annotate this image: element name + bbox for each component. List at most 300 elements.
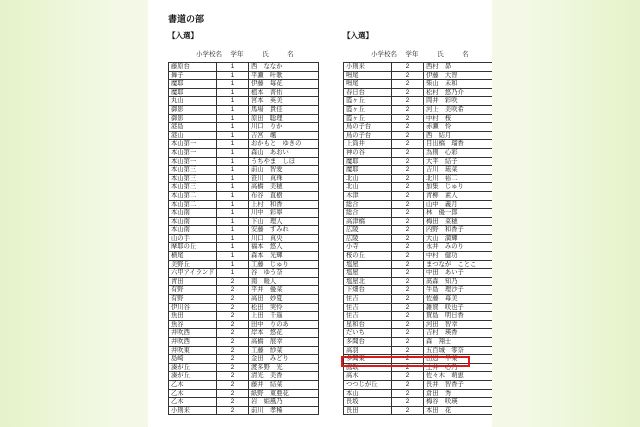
school-cell: 本山南 bbox=[169, 226, 217, 235]
name-cell: 植本 菁佑 bbox=[249, 88, 319, 97]
school-cell: 高津橋 bbox=[344, 217, 392, 226]
grade-cell: 2 bbox=[392, 71, 424, 80]
grade-cell: 2 bbox=[392, 174, 424, 183]
grade-cell: 2 bbox=[217, 295, 249, 304]
school-cell: 本山第一 bbox=[169, 140, 217, 149]
grade-cell: 2 bbox=[392, 286, 424, 295]
school-cell: 高羽 bbox=[344, 346, 392, 355]
school-cell: 舞子 bbox=[169, 71, 217, 80]
school-cell: 住吉 bbox=[344, 303, 392, 312]
school-cell: 多聞台 bbox=[344, 338, 392, 347]
grade-cell: 2 bbox=[392, 363, 424, 372]
table-row bbox=[169, 295, 319, 304]
school-cell: 総合 bbox=[344, 209, 392, 218]
grade-cell: 2 bbox=[217, 303, 249, 312]
table-row bbox=[344, 183, 493, 192]
name-cell: 谷 ゆう奈 bbox=[249, 269, 319, 278]
name-cell: おかもと ゆきの bbox=[249, 140, 319, 149]
table-row bbox=[344, 209, 493, 218]
name-cell: 山中 義月 bbox=[424, 200, 493, 209]
name-cell: 加集 じゅり bbox=[424, 183, 493, 192]
school-cell: 長田 bbox=[344, 406, 392, 415]
school-cell: 有野 bbox=[169, 295, 217, 304]
table-row bbox=[344, 114, 493, 123]
grade-cell: 1 bbox=[217, 88, 249, 97]
school-cell: 摩耶の丘 bbox=[169, 243, 217, 252]
table-row bbox=[344, 157, 493, 166]
name-cell: 内野 和香子 bbox=[424, 226, 493, 235]
school-cell: 鳴尾 bbox=[344, 71, 392, 80]
header-name: 氏 名 bbox=[262, 51, 300, 58]
school-cell: 横尾 bbox=[169, 252, 217, 261]
table-row bbox=[344, 303, 493, 312]
school-cell: 乙木 bbox=[169, 380, 217, 389]
table-row bbox=[344, 88, 493, 97]
table-row bbox=[344, 338, 493, 347]
school-cell: 乙木 bbox=[169, 398, 217, 407]
grade-cell: 2 bbox=[392, 97, 424, 106]
name-cell: 渡多野 光 bbox=[249, 363, 319, 372]
name-cell: 宮本 英美 bbox=[249, 97, 319, 106]
school-cell: 小則来 bbox=[169, 406, 217, 415]
school-cell: 霞ヶ丘 bbox=[344, 97, 392, 106]
school-cell: 魔耶 bbox=[344, 166, 392, 175]
name-cell: 工藤 じゅり bbox=[249, 260, 319, 269]
school-cell: 湊が丘 bbox=[169, 363, 217, 372]
grade-cell: 1 bbox=[217, 157, 249, 166]
name-cell: 梅谷 咲瑛 bbox=[424, 398, 493, 407]
section-label-left: 【入選】 bbox=[168, 31, 198, 40]
name-cell: 岩 姫風乃 bbox=[249, 398, 319, 407]
grade-cell: 2 bbox=[217, 389, 249, 398]
name-cell: 藤井 結菜 bbox=[249, 380, 319, 389]
table-row bbox=[169, 380, 319, 389]
school-cell: 霞ヶ丘 bbox=[344, 105, 392, 114]
grade-cell: 1 bbox=[217, 97, 249, 106]
name-cell: 松田 実怜 bbox=[249, 303, 319, 312]
name-cell: 笹川 真珠 bbox=[249, 174, 319, 183]
school-cell: 魔耶 bbox=[344, 157, 392, 166]
table-row bbox=[169, 131, 319, 140]
school-cell: だいち bbox=[344, 329, 392, 338]
table-row bbox=[344, 312, 493, 321]
grade-cell: 2 bbox=[392, 191, 424, 200]
grade-cell: 2 bbox=[217, 329, 249, 338]
table-row bbox=[169, 148, 319, 157]
school-cell: 北山 bbox=[344, 183, 392, 192]
table-row bbox=[344, 234, 493, 243]
school-cell: 御影 bbox=[169, 105, 217, 114]
header-grade: 学年 bbox=[405, 51, 419, 58]
header-school: 小学校名 bbox=[371, 51, 397, 58]
grade-cell: 2 bbox=[217, 346, 249, 355]
name-cell: 川口 真央 bbox=[249, 234, 319, 243]
grade-cell: 2 bbox=[392, 63, 424, 72]
grade-cell: 1 bbox=[217, 191, 249, 200]
name-cell: 髙森 知乃 bbox=[424, 277, 493, 286]
school-cell: つつじが丘 bbox=[344, 380, 392, 389]
table-row bbox=[169, 71, 319, 80]
school-cell: 青田 bbox=[169, 277, 217, 286]
table-row bbox=[169, 320, 319, 329]
table-row bbox=[169, 157, 319, 166]
winners-table-left bbox=[168, 62, 319, 415]
table-row bbox=[169, 209, 319, 218]
table-row bbox=[344, 243, 493, 252]
grade-cell: 1 bbox=[217, 140, 249, 149]
name-cell: 伊藤 大智 bbox=[424, 71, 493, 80]
name-cell: 馬場 貴佳 bbox=[249, 105, 319, 114]
school-cell: 伊川谷 bbox=[169, 303, 217, 312]
name-cell: 赤瀬 怜 bbox=[424, 123, 493, 132]
table-row bbox=[169, 277, 319, 286]
grade-cell: 1 bbox=[217, 226, 249, 235]
highlight-box bbox=[341, 356, 470, 367]
grade-cell: 2 bbox=[392, 260, 424, 269]
grade-cell: 2 bbox=[392, 88, 424, 97]
grade-cell: 1 bbox=[217, 243, 249, 252]
table-row bbox=[169, 303, 319, 312]
name-cell: 平井 優菜 bbox=[249, 286, 319, 295]
table-row bbox=[344, 346, 493, 355]
school-cell: 本山第三 bbox=[169, 166, 217, 175]
name-cell: 金田 みどり bbox=[249, 355, 319, 364]
grade-cell: 1 bbox=[217, 131, 249, 140]
name-cell: 高橋 展幸 bbox=[249, 338, 319, 347]
grade-cell: 1 bbox=[217, 105, 249, 114]
school-cell: 井吹東 bbox=[169, 346, 217, 355]
grade-cell: 2 bbox=[392, 269, 424, 278]
name-cell: 柴山 未和 bbox=[424, 80, 493, 89]
table-row bbox=[344, 286, 493, 295]
table-row bbox=[169, 312, 319, 321]
name-cell: 田辺 早菜 bbox=[424, 355, 493, 364]
table-row bbox=[344, 191, 493, 200]
grade-cell: 2 bbox=[392, 346, 424, 355]
name-cell: 松村 悠乃介 bbox=[424, 88, 493, 97]
school-cell: 塩屋北 bbox=[344, 277, 392, 286]
name-cell: 岡井 彩咲 bbox=[424, 97, 493, 106]
school-cell: 木津 bbox=[344, 191, 392, 200]
name-cell: 長井 智香子 bbox=[424, 380, 493, 389]
school-cell: 上筒井 bbox=[344, 140, 392, 149]
school-cell: 塩屋 bbox=[344, 260, 392, 269]
school-cell: 星和台 bbox=[344, 320, 392, 329]
table-row bbox=[169, 63, 319, 72]
table-row bbox=[169, 80, 319, 89]
table-row bbox=[344, 277, 493, 286]
table-row bbox=[169, 166, 319, 175]
name-cell: 中村 桜 bbox=[424, 114, 493, 123]
name-cell: 清光 美香 bbox=[249, 372, 319, 381]
grade-cell: 2 bbox=[217, 406, 249, 415]
school-cell: 霞ヶ丘 bbox=[344, 114, 392, 123]
table-row bbox=[169, 200, 319, 209]
school-cell: 山の手 bbox=[169, 234, 217, 243]
school-cell: 広陵 bbox=[344, 234, 392, 243]
school-cell: 高木 bbox=[344, 372, 392, 381]
grade-cell: 2 bbox=[217, 398, 249, 407]
name-cell: 河田 智幸 bbox=[424, 320, 493, 329]
grade-cell: 2 bbox=[392, 200, 424, 209]
table-row bbox=[344, 329, 493, 338]
table-row bbox=[169, 286, 319, 295]
grade-cell: 2 bbox=[392, 157, 424, 166]
school-cell: 本山第一 bbox=[169, 148, 217, 157]
school-cell: 六甲アイランド bbox=[169, 269, 217, 278]
name-cell: 吉川 琉菜 bbox=[424, 166, 493, 175]
grade-cell: 1 bbox=[217, 71, 249, 80]
grade-cell: 2 bbox=[392, 380, 424, 389]
table-row bbox=[169, 329, 319, 338]
school-cell: 港山 bbox=[169, 131, 217, 140]
table-row bbox=[344, 63, 493, 72]
name-cell: まつなが ことこ bbox=[424, 260, 493, 269]
table-row bbox=[344, 174, 493, 183]
grade-cell: 1 bbox=[217, 209, 249, 218]
name-cell: 五百城 零奈 bbox=[424, 346, 493, 355]
grade-cell: 2 bbox=[217, 355, 249, 364]
grade-cell: 2 bbox=[392, 338, 424, 347]
grade-cell: 2 bbox=[217, 372, 249, 381]
name-cell: 為則 心彩 bbox=[424, 148, 493, 157]
school-cell: 春日台 bbox=[344, 88, 392, 97]
table-row bbox=[169, 398, 319, 407]
school-cell: 本山第二 bbox=[169, 200, 217, 209]
table-header-left bbox=[168, 49, 318, 58]
school-cell: 小寺 bbox=[344, 243, 392, 252]
page-title: 書道の部 bbox=[168, 14, 205, 24]
school-cell: 広陵 bbox=[344, 226, 392, 235]
name-cell: 工藤 紗菜 bbox=[249, 346, 319, 355]
grade-cell: 2 bbox=[392, 226, 424, 235]
grade-cell: 2 bbox=[392, 372, 424, 381]
table-row bbox=[169, 363, 319, 372]
table-row bbox=[344, 226, 493, 235]
school-cell: 長坂 bbox=[344, 398, 392, 407]
school-cell: 神の谷 bbox=[344, 148, 392, 157]
table-row bbox=[344, 105, 493, 114]
table-row bbox=[169, 174, 319, 183]
table-row bbox=[169, 243, 319, 252]
name-cell: 林 優一郎 bbox=[424, 209, 493, 218]
name-cell: 吉村 瑛香 bbox=[424, 329, 493, 338]
school-cell: 美野丘 bbox=[169, 260, 217, 269]
grade-cell: 2 bbox=[217, 363, 249, 372]
table-row bbox=[169, 191, 319, 200]
name-cell: 佐藤 苺美 bbox=[424, 295, 493, 304]
table-row bbox=[344, 97, 493, 106]
school-cell: 桜の丘 bbox=[344, 252, 392, 261]
name-cell: 伊藤 毎花 bbox=[249, 80, 319, 89]
school-cell: 本山第一 bbox=[169, 157, 217, 166]
name-cell: 布谷 直樹 bbox=[249, 191, 319, 200]
school-cell: 塩屋 bbox=[344, 269, 392, 278]
grade-cell: 1 bbox=[217, 269, 249, 278]
name-cell: 大山 満輝 bbox=[424, 234, 493, 243]
table-row bbox=[344, 123, 493, 132]
table-row bbox=[169, 217, 319, 226]
name-cell: 森山 あおい bbox=[249, 148, 319, 157]
table-row bbox=[169, 372, 319, 381]
school-cell: 鳥の子台 bbox=[344, 123, 392, 132]
name-cell: 西 結月 bbox=[424, 131, 493, 140]
name-cell: 平瀬 叶歌 bbox=[249, 71, 319, 80]
school-cell: 鳥の子台 bbox=[344, 131, 392, 140]
table-row bbox=[344, 269, 493, 278]
grade-cell: 1 bbox=[217, 234, 249, 243]
name-cell: 吉宮 颯 bbox=[249, 131, 319, 140]
name-cell: 森本 光輝 bbox=[249, 252, 319, 261]
table-row bbox=[169, 88, 319, 97]
grade-cell: 1 bbox=[217, 200, 249, 209]
school-cell: 本山南 bbox=[169, 217, 217, 226]
table-row bbox=[344, 252, 493, 261]
grade-cell: 2 bbox=[392, 329, 424, 338]
name-cell: 倉田 秀 bbox=[424, 389, 493, 398]
school-cell: 魔耶 bbox=[169, 88, 217, 97]
table-row bbox=[169, 183, 319, 192]
name-cell: 前川 孝稀 bbox=[249, 406, 319, 415]
table-row bbox=[169, 252, 319, 261]
name-cell: 上村 和香 bbox=[249, 200, 319, 209]
grade-cell: 2 bbox=[217, 312, 249, 321]
name-cell: 土井 心乃 bbox=[424, 363, 493, 372]
grade-cell: 2 bbox=[392, 277, 424, 286]
grade-cell: 2 bbox=[392, 303, 424, 312]
school-cell: 魚田 bbox=[169, 312, 217, 321]
name-cell: 福本 悠人 bbox=[249, 243, 319, 252]
school-cell: 本山 bbox=[344, 389, 392, 398]
name-cell: 森 翔士 bbox=[424, 338, 493, 347]
grade-cell: 2 bbox=[392, 389, 424, 398]
school-cell: 北山 bbox=[344, 174, 392, 183]
name-cell: 梅田 菜穂 bbox=[424, 217, 493, 226]
grade-cell: 2 bbox=[392, 80, 424, 89]
grade-cell: 2 bbox=[392, 209, 424, 218]
name-cell: 川口 りか bbox=[249, 123, 319, 132]
grade-cell: 2 bbox=[392, 140, 424, 149]
table-row bbox=[344, 380, 493, 389]
school-cell: 本山南 bbox=[169, 209, 217, 218]
name-cell: 田中 りのあ bbox=[249, 320, 319, 329]
name-cell: 大平 結子 bbox=[424, 157, 493, 166]
table-row bbox=[344, 295, 493, 304]
table-row bbox=[344, 372, 493, 381]
header-school: 小学校名 bbox=[196, 51, 222, 58]
name-cell: 西村 昴 bbox=[424, 63, 493, 72]
table-row bbox=[169, 269, 319, 278]
grade-cell: 1 bbox=[217, 123, 249, 132]
grade-cell: 2 bbox=[392, 183, 424, 192]
document-page bbox=[148, 0, 492, 427]
grade-cell: 2 bbox=[392, 148, 424, 157]
school-cell: 湊が丘 bbox=[169, 372, 217, 381]
grade-cell: 1 bbox=[217, 80, 249, 89]
school-cell: 乙木 bbox=[169, 389, 217, 398]
school-cell: 藤原台 bbox=[169, 63, 217, 72]
name-cell: 前山 智愛 bbox=[249, 166, 319, 175]
school-cell: 有野 bbox=[169, 286, 217, 295]
name-cell: 原田 聡理 bbox=[249, 114, 319, 123]
grade-cell: 2 bbox=[392, 234, 424, 243]
grade-cell: 2 bbox=[392, 105, 424, 114]
name-cell: 賀島 明日香 bbox=[424, 312, 493, 321]
school-cell: 丸山 bbox=[169, 97, 217, 106]
grade-cell: 1 bbox=[217, 260, 249, 269]
school-cell: 下畑台 bbox=[344, 286, 392, 295]
name-cell: 雑賀 咲也子 bbox=[424, 303, 493, 312]
school-cell: 島崎 bbox=[169, 355, 217, 364]
grade-cell: 2 bbox=[392, 217, 424, 226]
table-row bbox=[169, 355, 319, 364]
grade-cell: 2 bbox=[392, 131, 424, 140]
name-cell: 西 ななか bbox=[249, 63, 319, 72]
school-cell: 港島 bbox=[169, 123, 217, 132]
school-cell: 多聞東 bbox=[344, 355, 392, 364]
name-cell: 中村 健功 bbox=[424, 252, 493, 261]
table-row bbox=[169, 338, 319, 347]
grade-cell: 2 bbox=[392, 295, 424, 304]
grade-cell: 2 bbox=[392, 243, 424, 252]
table-row bbox=[169, 260, 319, 269]
table-row bbox=[344, 131, 493, 140]
table-row bbox=[344, 166, 493, 175]
grade-cell: 1 bbox=[217, 174, 249, 183]
header-name: 氏 名 bbox=[437, 51, 475, 58]
grade-cell: 1 bbox=[217, 183, 249, 192]
grade-cell: 2 bbox=[217, 380, 249, 389]
school-cell: 住吉 bbox=[344, 295, 392, 304]
school-cell: 井吹西 bbox=[169, 329, 217, 338]
name-cell: 永井 みのり bbox=[424, 243, 493, 252]
grade-cell: 1 bbox=[217, 252, 249, 261]
name-cell: 高田 妙夏 bbox=[249, 295, 319, 304]
name-cell: 上田 千遥 bbox=[249, 312, 319, 321]
name-cell: 南 暖人 bbox=[249, 277, 319, 286]
school-cell: 本山第三 bbox=[169, 183, 217, 192]
grade-cell: 2 bbox=[392, 406, 424, 415]
table-row bbox=[169, 389, 319, 398]
table-row bbox=[344, 260, 493, 269]
name-cell: 中田 あい子 bbox=[424, 269, 493, 278]
table-row bbox=[344, 71, 493, 80]
grade-cell: 2 bbox=[392, 114, 424, 123]
grade-cell: 2 bbox=[392, 252, 424, 261]
name-cell: 佐々木 萌恵 bbox=[424, 372, 493, 381]
table-header-right bbox=[343, 49, 492, 58]
name-cell: うちやま しほ bbox=[249, 157, 319, 166]
school-cell: 魔耶 bbox=[169, 80, 217, 89]
table-row bbox=[169, 97, 319, 106]
table-row bbox=[344, 80, 493, 89]
name-cell: 下山 理人 bbox=[249, 217, 319, 226]
name-cell: 川中 彩寧 bbox=[249, 209, 319, 218]
name-cell: 本田 花 bbox=[424, 406, 493, 415]
grade-cell: 2 bbox=[392, 166, 424, 175]
table-row bbox=[169, 234, 319, 243]
grade-cell: 1 bbox=[217, 63, 249, 72]
table-row bbox=[169, 123, 319, 132]
grade-cell: 1 bbox=[217, 114, 249, 123]
name-cell: 北川 裕二 bbox=[424, 174, 493, 183]
name-cell: 安藤 すみれ bbox=[249, 226, 319, 235]
grade-cell: 2 bbox=[217, 286, 249, 295]
grade-cell: 2 bbox=[392, 355, 424, 364]
school-cell: 御影 bbox=[169, 114, 217, 123]
table-row bbox=[169, 346, 319, 355]
grade-cell: 1 bbox=[217, 217, 249, 226]
